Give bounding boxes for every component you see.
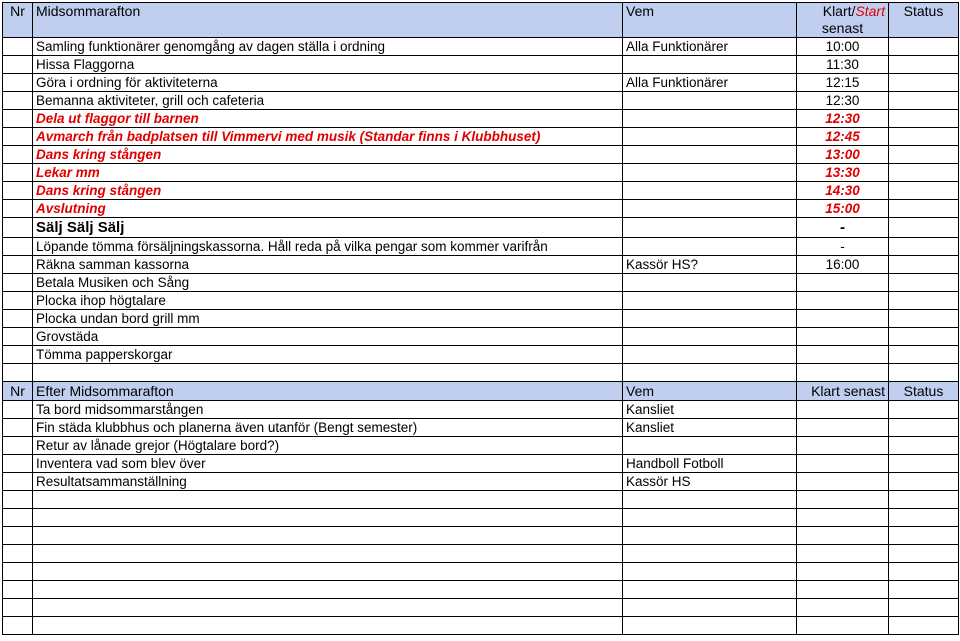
row-status xyxy=(889,128,959,146)
table-row xyxy=(3,401,959,419)
row-status xyxy=(889,437,959,455)
row-title: Hissa Flaggorna xyxy=(33,56,623,74)
table-row xyxy=(3,509,959,527)
row-time: 10:00 xyxy=(797,38,889,56)
row-title: Dela ut flaggor till barnen xyxy=(33,110,623,128)
table-row xyxy=(3,164,959,182)
row-nr xyxy=(3,56,33,74)
row-status xyxy=(889,200,959,218)
row-status xyxy=(889,164,959,182)
row-nr xyxy=(3,238,33,256)
row-nr xyxy=(3,545,33,563)
row-nr xyxy=(3,164,33,182)
row-title: Avmarch från badplatsen till Vimmervi med musik (Standar finns i Klubbhuset) xyxy=(33,128,623,146)
row-title: Göra i ordning för aktiviteterna xyxy=(33,74,623,92)
row-nr xyxy=(3,74,33,92)
row-title xyxy=(33,364,623,382)
row-vem xyxy=(623,617,797,635)
row-vem xyxy=(623,599,797,617)
table-row xyxy=(3,346,959,364)
row-time: 12:15 xyxy=(797,74,889,92)
header2-nr: Nr xyxy=(3,382,33,401)
row-status xyxy=(889,599,959,617)
row-title: Lekar mm xyxy=(33,164,623,182)
row-time xyxy=(797,328,889,346)
table-row xyxy=(3,238,959,256)
row-status xyxy=(889,509,959,527)
row-vem xyxy=(623,274,797,292)
row-time xyxy=(797,617,889,635)
row-vem xyxy=(623,527,797,545)
row-nr xyxy=(3,292,33,310)
row-vem: Alla Funktionärer xyxy=(623,74,797,92)
row-time xyxy=(797,545,889,563)
row-vem: Handboll Fotboll xyxy=(623,455,797,473)
row-nr xyxy=(3,473,33,491)
table-row xyxy=(3,92,959,110)
row-title xyxy=(33,527,623,545)
header2-title: Efter Midsommarafton xyxy=(33,382,623,401)
row-nr xyxy=(3,617,33,635)
row-nr xyxy=(3,128,33,146)
row-status xyxy=(889,545,959,563)
table-row xyxy=(3,437,959,455)
row-time: 13:30 xyxy=(797,164,889,182)
row-vem xyxy=(623,563,797,581)
row-time xyxy=(797,346,889,364)
row-title: Löpande tömma försäljningskassorna. Håll reda på vilka pengar som kommer varifrån xyxy=(33,238,623,256)
row-vem xyxy=(623,310,797,328)
row-status xyxy=(889,146,959,164)
row-nr xyxy=(3,581,33,599)
row-vem xyxy=(623,110,797,128)
header-nr: Nr xyxy=(3,3,33,38)
row-vem xyxy=(623,292,797,310)
row-nr xyxy=(3,182,33,200)
row-vem xyxy=(623,92,797,110)
table-row xyxy=(3,292,959,310)
row-vem xyxy=(623,164,797,182)
row-time xyxy=(797,527,889,545)
row-title: Dans kring stången xyxy=(33,146,623,164)
row-time xyxy=(797,491,889,509)
header-klart-label: Klart/ xyxy=(822,3,856,19)
header-status: Status xyxy=(889,3,959,38)
row-nr xyxy=(3,437,33,455)
row-title: Inventera vad som blev över xyxy=(33,455,623,473)
row-status xyxy=(889,74,959,92)
row-time xyxy=(797,599,889,617)
row-time xyxy=(797,509,889,527)
row-nr xyxy=(3,491,33,509)
row-nr xyxy=(3,256,33,274)
row-title: Dans kring stången xyxy=(33,182,623,200)
row-vem xyxy=(623,437,797,455)
table-row xyxy=(3,545,959,563)
row-time xyxy=(797,473,889,491)
row-time xyxy=(797,455,889,473)
row-title: Samling funktionärer genomgång av dagen ställa i ordning xyxy=(33,38,623,56)
table-row xyxy=(3,455,959,473)
row-vem xyxy=(623,200,797,218)
row-vem xyxy=(623,509,797,527)
header2-klart: Klart senast xyxy=(797,382,889,401)
row-vem: Kassör HS xyxy=(623,473,797,491)
table-row xyxy=(3,310,959,328)
row-time: 15:00 xyxy=(797,200,889,218)
row-vem xyxy=(623,218,797,238)
row-time xyxy=(797,563,889,581)
row-status xyxy=(889,238,959,256)
table-row xyxy=(3,128,959,146)
table-row xyxy=(3,74,959,92)
row-vem xyxy=(623,128,797,146)
row-nr xyxy=(3,274,33,292)
row-nr xyxy=(3,599,33,617)
row-title xyxy=(33,509,623,527)
table-row xyxy=(3,473,959,491)
row-title: Fin städa klubbhus och planerna även utanför (Bengt semester) xyxy=(33,419,623,437)
row-status xyxy=(889,310,959,328)
row-vem xyxy=(623,581,797,599)
row-vem xyxy=(623,346,797,364)
row-nr xyxy=(3,92,33,110)
row-title: Resultatsammanställning xyxy=(33,473,623,491)
row-nr xyxy=(3,146,33,164)
row-status xyxy=(889,617,959,635)
row-status xyxy=(889,218,959,238)
row-time: 14:30 xyxy=(797,182,889,200)
row-nr xyxy=(3,218,33,238)
row-title xyxy=(33,491,623,509)
row-status xyxy=(889,274,959,292)
table-row xyxy=(3,274,959,292)
row-status xyxy=(889,92,959,110)
row-nr xyxy=(3,364,33,382)
row-time xyxy=(797,419,889,437)
row-title: Plocka ihop högtalare xyxy=(33,292,623,310)
row-nr xyxy=(3,419,33,437)
row-nr xyxy=(3,200,33,218)
table-row xyxy=(3,218,959,238)
row-title: Avslutning xyxy=(33,200,623,218)
schedule-sheet xyxy=(2,2,959,635)
row-nr xyxy=(3,509,33,527)
row-status xyxy=(889,491,959,509)
row-title xyxy=(33,599,623,617)
row-status xyxy=(889,256,959,274)
header2-status: Status xyxy=(889,382,959,401)
row-nr xyxy=(3,527,33,545)
row-time: 12:30 xyxy=(797,92,889,110)
row-nr xyxy=(3,563,33,581)
header2-vem: Vem xyxy=(623,382,797,401)
row-vem: Kansliet xyxy=(623,419,797,437)
row-vem: Kansliet xyxy=(623,401,797,419)
row-time xyxy=(797,310,889,328)
row-time xyxy=(797,401,889,419)
row-title: Räkna samman kassorna xyxy=(33,256,623,274)
row-nr xyxy=(3,310,33,328)
table-row xyxy=(3,200,959,218)
table-row xyxy=(3,256,959,274)
header-vem: Vem xyxy=(623,3,797,38)
table-row xyxy=(3,328,959,346)
row-time xyxy=(797,274,889,292)
row-vem xyxy=(623,146,797,164)
row-title: Sälj Sälj Sälj xyxy=(33,218,623,238)
row-time: - xyxy=(797,218,889,238)
header-start-label: Start xyxy=(855,3,885,19)
row-status xyxy=(889,473,959,491)
row-status xyxy=(889,38,959,56)
row-vem xyxy=(623,491,797,509)
row-title xyxy=(33,581,623,599)
row-status xyxy=(889,364,959,382)
header-row-efter-midsommarafton xyxy=(3,382,959,401)
row-status xyxy=(889,401,959,419)
row-title: Betala Musiken och Sång xyxy=(33,274,623,292)
row-status xyxy=(889,182,959,200)
row-vem xyxy=(623,182,797,200)
row-vem: Alla Funktionärer xyxy=(623,38,797,56)
table-row xyxy=(3,146,959,164)
table-row xyxy=(3,110,959,128)
table-row xyxy=(3,182,959,200)
row-status xyxy=(889,419,959,437)
row-status xyxy=(889,328,959,346)
row-title: Retur av lånade grejor (Högtalare bord?) xyxy=(33,437,623,455)
table-row xyxy=(3,38,959,56)
row-title xyxy=(33,545,623,563)
row-title: Plocka undan bord grill mm xyxy=(33,310,623,328)
table-row xyxy=(3,491,959,509)
row-time: - xyxy=(797,238,889,256)
row-nr xyxy=(3,401,33,419)
row-vem xyxy=(623,238,797,256)
row-status xyxy=(889,563,959,581)
row-vem xyxy=(623,328,797,346)
row-time: 13:00 xyxy=(797,146,889,164)
row-nr xyxy=(3,328,33,346)
table-row xyxy=(3,364,959,382)
row-vem xyxy=(623,56,797,74)
row-title: Grovstäda xyxy=(33,328,623,346)
row-title: Bemanna aktiviteter, grill och cafeteria xyxy=(33,92,623,110)
row-time xyxy=(797,437,889,455)
table-row xyxy=(3,419,959,437)
header-senast: senast xyxy=(797,20,889,38)
row-time xyxy=(797,364,889,382)
row-title: Tömma papperskorgar xyxy=(33,346,623,364)
table-row xyxy=(3,563,959,581)
row-vem xyxy=(623,364,797,382)
header-row-midsommarafton xyxy=(3,3,959,21)
header-title: Midsommarafton xyxy=(33,3,623,38)
row-nr xyxy=(3,38,33,56)
row-status xyxy=(889,527,959,545)
row-time xyxy=(797,292,889,310)
row-nr xyxy=(3,346,33,364)
row-status xyxy=(889,581,959,599)
row-nr xyxy=(3,110,33,128)
row-status xyxy=(889,292,959,310)
table-row xyxy=(3,527,959,545)
row-vem: Kassör HS? xyxy=(623,256,797,274)
row-time: 12:45 xyxy=(797,128,889,146)
row-time xyxy=(797,581,889,599)
header-klart xyxy=(797,3,889,21)
row-time: 12:30 xyxy=(797,110,889,128)
table-row xyxy=(3,599,959,617)
table-row xyxy=(3,617,959,635)
row-title xyxy=(33,563,623,581)
row-title: Ta bord midsommarstången xyxy=(33,401,623,419)
table-row xyxy=(3,56,959,74)
row-time: 11:30 xyxy=(797,56,889,74)
row-status xyxy=(889,56,959,74)
row-status xyxy=(889,346,959,364)
table-row xyxy=(3,581,959,599)
row-title xyxy=(33,617,623,635)
row-status xyxy=(889,455,959,473)
row-time: 16:00 xyxy=(797,256,889,274)
row-status xyxy=(889,110,959,128)
row-nr xyxy=(3,455,33,473)
row-vem xyxy=(623,545,797,563)
